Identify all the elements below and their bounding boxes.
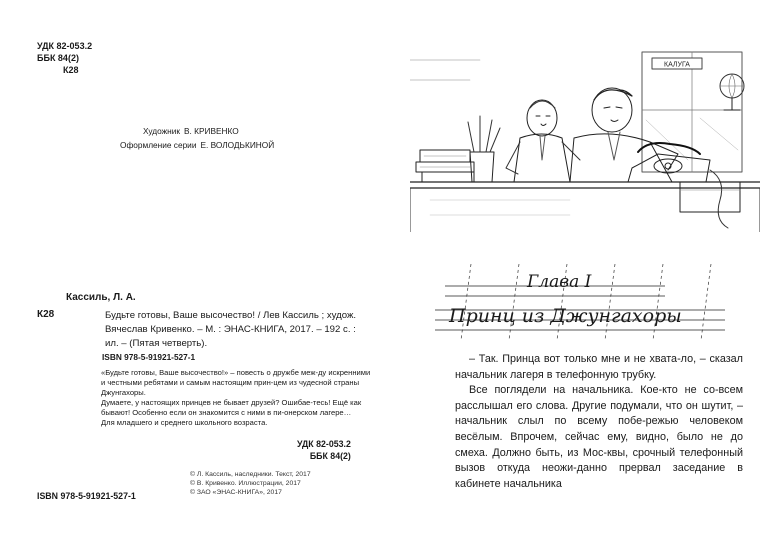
illustrator-label: Художник <box>143 126 180 136</box>
office-illustration <box>410 50 760 232</box>
isbn-bottom: ISBN 978-5-91921-527-1 <box>37 491 136 501</box>
catalog-code: К28 <box>37 309 55 320</box>
annotation-paragraph: «Будьте готовы, Ваше высочество!» – повесть о дружбе меж-ду искренними и честными ребятами и самым настоящим прин-цем из чудесной страны Джунгахоры. <box>101 368 371 397</box>
chapter-heading <box>435 262 750 342</box>
annotation-paragraph: Для младшего и среднего школьного возраста. <box>101 418 268 427</box>
udk-line: УДК 82-053.2 <box>37 41 93 51</box>
series-design-credit <box>120 140 274 150</box>
chapter-body <box>455 352 743 492</box>
annotation <box>101 368 371 428</box>
series-design-label: Оформление серии <box>120 140 197 150</box>
series-design-name: Е. ВОЛОДЬКИНОЙ <box>200 140 275 150</box>
calligraphy-guidelines <box>435 262 750 342</box>
body-paragraph: – Так. Принца вот только мне и не хвата-ло, – сказал начальник лагеря в телефонную трубку. <box>455 353 743 381</box>
code-line: К28 <box>63 65 79 75</box>
udk-line: УДК 82-053.2 <box>297 439 351 449</box>
udk-bottom-block <box>297 438 351 462</box>
bbk-line: ББК 84(2) <box>37 53 79 63</box>
udk-block <box>37 40 92 76</box>
bibliographic-record: Будьте готовы, Ваше высочество! / Лев Кассиль ; худож. Вячеслав Кривенко. – М. : ЭНАС-КНИГА, 2017. – 192 с. : ил. – (Пятая четверть). <box>105 310 357 349</box>
copyright-notices <box>190 470 311 497</box>
illustrator-credit <box>143 126 239 136</box>
illustrator-name: В. КРИВЕНКО <box>183 126 239 136</box>
copyright-line: © Л. Кассиль, наследники. Текст, 2017 <box>190 471 311 478</box>
author-heading: Кассиль, Л. А. <box>66 292 136 303</box>
chapter-page <box>385 0 770 549</box>
illustration-sign-text: КАЛУГА <box>664 61 690 69</box>
body-paragraph: Все поглядели на начальника. Кое-кто не со-всем расслышал его слова. Другие подумали, что он шутит, – начальник слыл по всему побе-режью человеком весёлым. Впрочем, сейчас ему, видно, было не до смеха. Должно быть, из Мос-квы, срочный телефонный вызов откуда неожи-данно прервал заседание в кабинете начальника <box>455 384 743 490</box>
annotation-paragraph: Думаете, у настоящих принцев не бывает друзей? Ошибае-тесь! Ещё как бывают! Особенно если он знакомится с ними в пи-онерском лагере… <box>101 398 362 417</box>
isbn: ISBN 978-5-91921-527-1 <box>102 352 196 362</box>
chapter-number: Глава I <box>527 272 592 292</box>
chapter-title: Принц из Джунгахоры <box>449 305 682 327</box>
bbk-line: ББК 84(2) <box>309 451 351 461</box>
copyright-line: © ЗАО «ЭНАС-КНИГА», 2017 <box>190 489 282 496</box>
copyright-line: © В. Кривенко. Иллюстрации, 2017 <box>190 480 301 487</box>
